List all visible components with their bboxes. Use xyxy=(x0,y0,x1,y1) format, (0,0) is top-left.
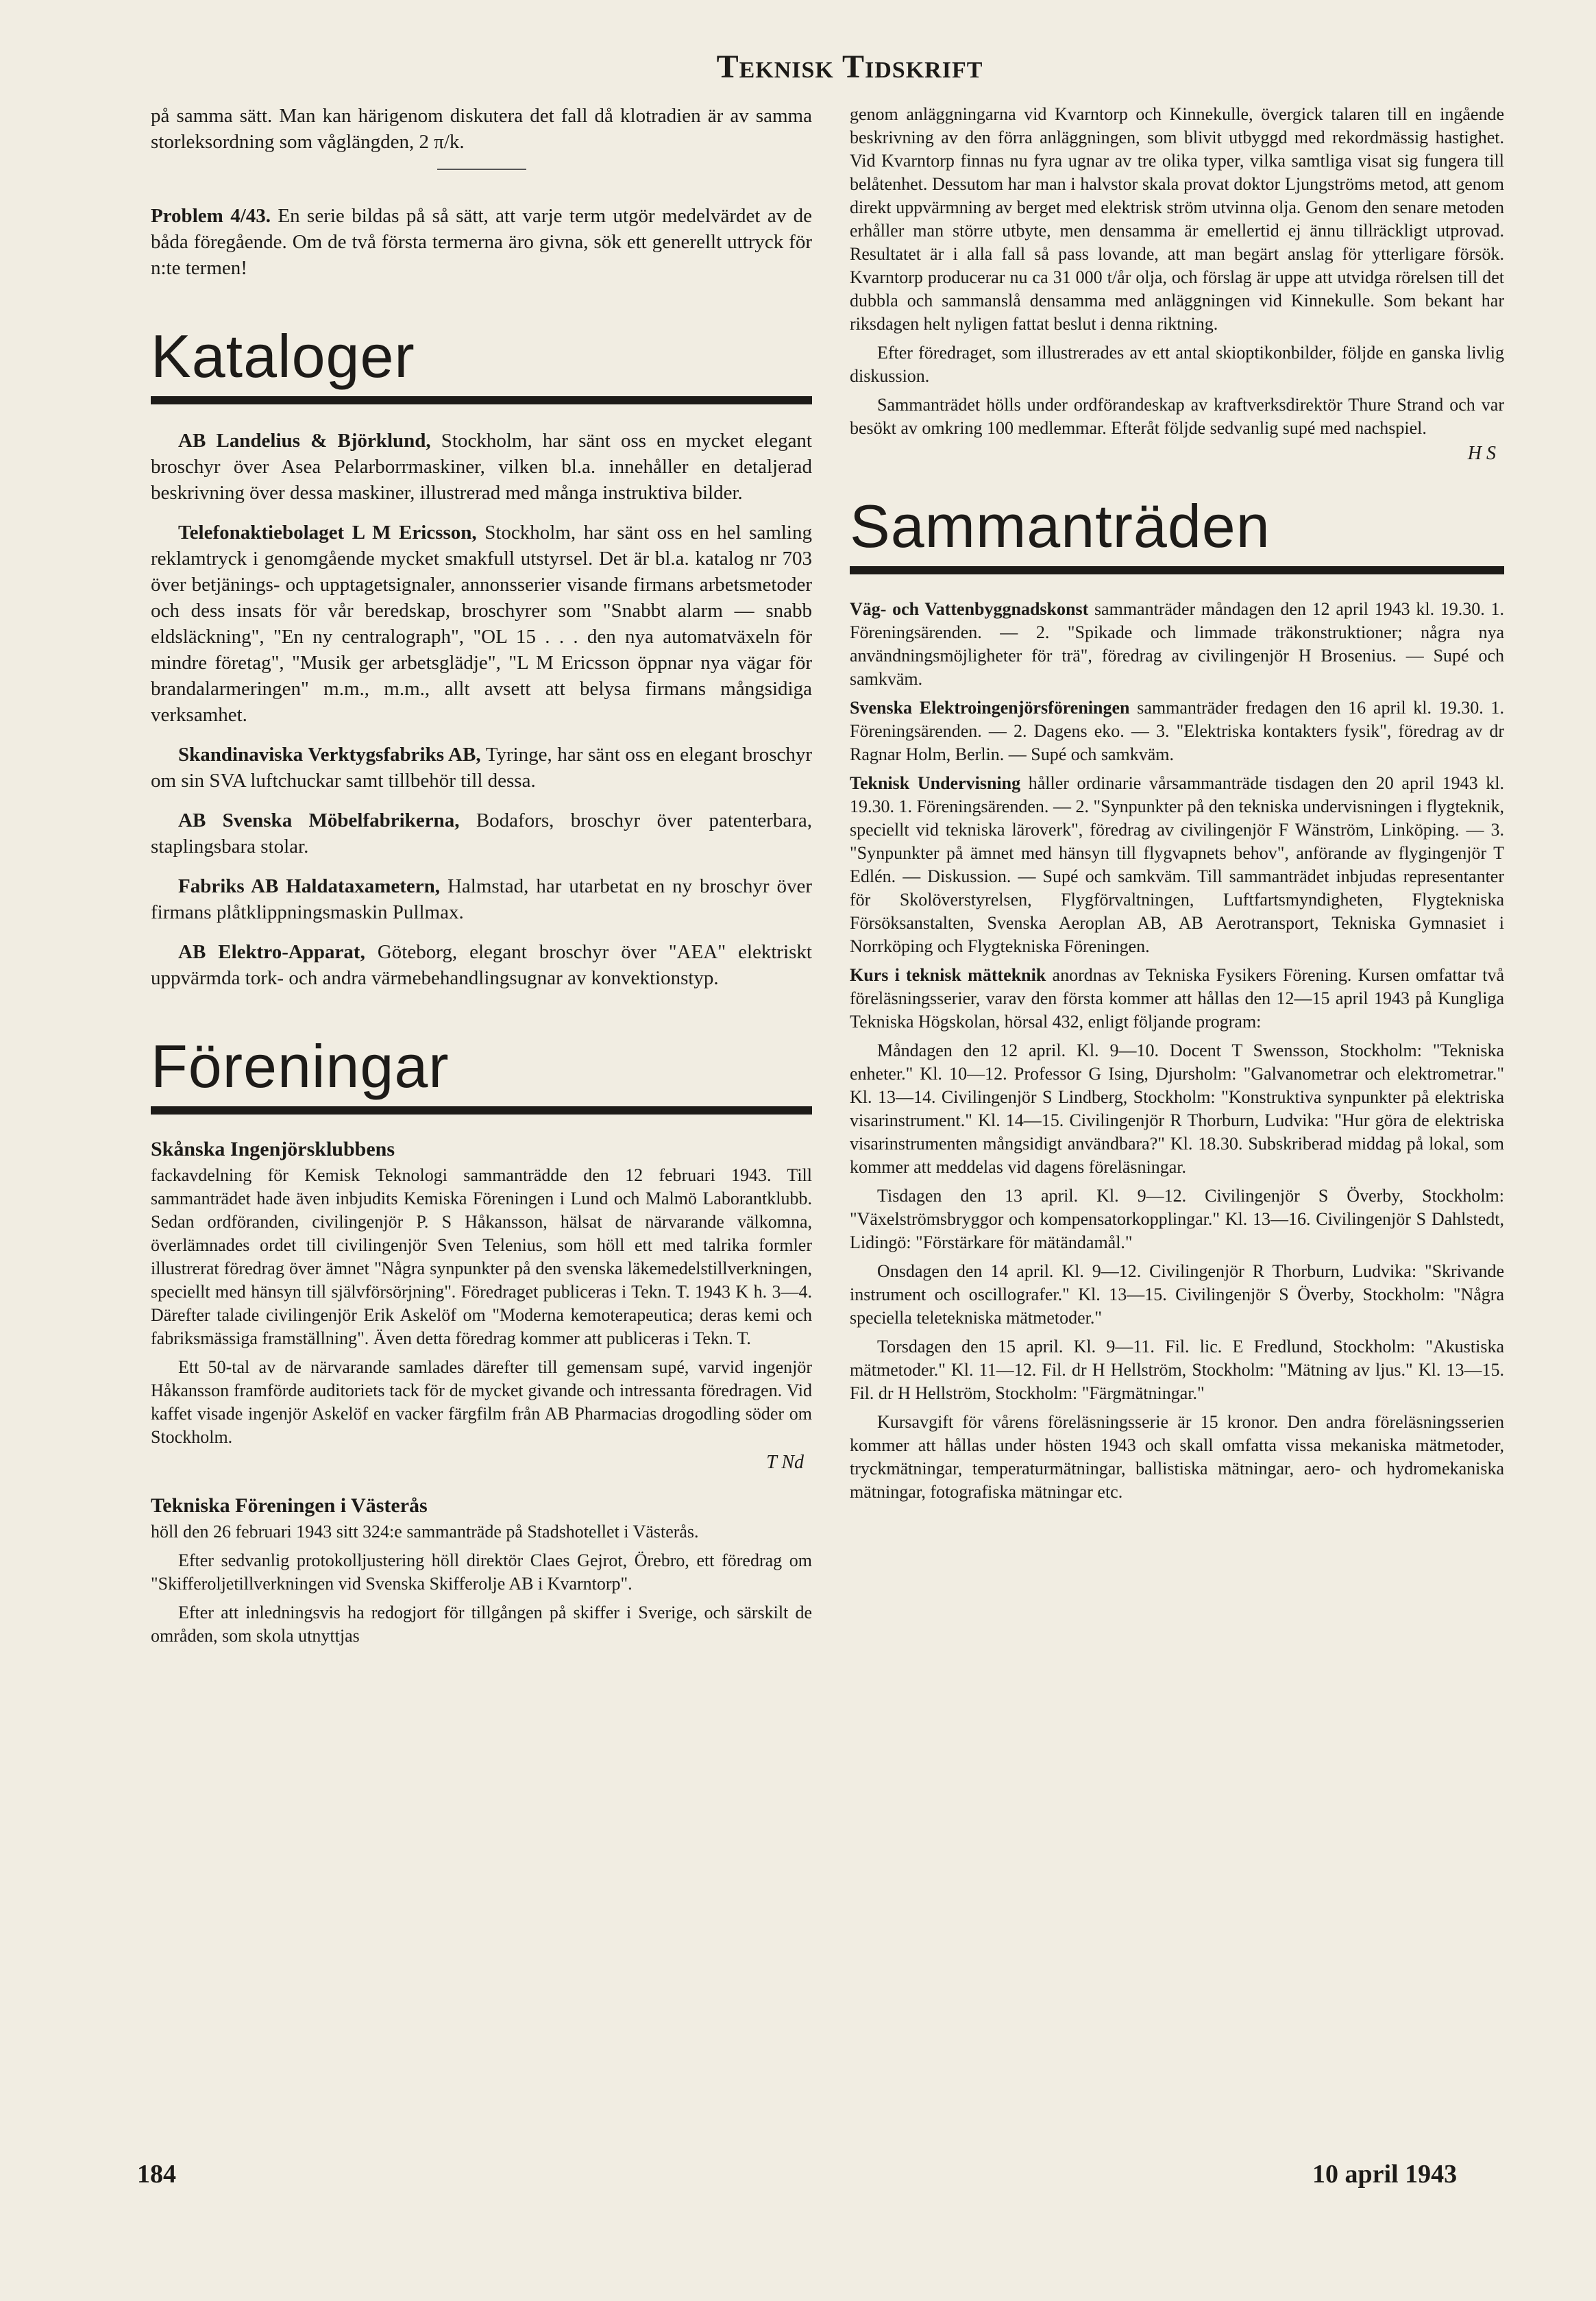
vasteras-title: Tekniska Föreningen i Västerås xyxy=(151,1494,428,1517)
catalog-text: Tyringe, har sänt oss en elegant broschyr om sin SVA luftchuckar samt tillbehör till dessa. xyxy=(151,744,813,792)
meeting-text: sammanträder fredagen den 16 april kl. 19.30. 1. Föreningsärenden. — 2. Dagens eko. — 3. "Elektriska kontakters fysik", föredrag av dr Ragnar Holm, Berlin. — Supé och samkväm. xyxy=(850,698,1504,764)
meeting-entry xyxy=(850,598,1504,691)
intro-paragraph: på samma sätt. Man kan härigenom diskutera det fall då klotradien är av samma storleksordning som våglängden, 2 π/k. xyxy=(151,105,812,153)
catalog-entry xyxy=(151,742,812,794)
vasteras-paragraph: Efter sedvanlig protokolljustering höll direktör Claes Gejrot, Örebro, ett föredrag om "Skifferoljetillverkningen vid Svenska Skifferolje AB i Kvarntorp". xyxy=(151,1550,812,1594)
problem-text: En serie bildas på så sätt, att varje term utgör medelvärdet av de båda föregående. Om de två första termerna äro givna, sök ett generellt uttryck för n:te termen! xyxy=(151,205,812,279)
program-day: Torsdagen den 15 april. Kl. 9—11. Fil. lic. E Fredlund, Stockholm: "Akustiska mätmetoder." Kl. 11—12. Fil. dr H Hellström, Stockholm: "Mätning av ljus." Kl. 13—15. Fil. dr H Hellström, Stockholm: "Färgmätningar." xyxy=(850,1337,1504,1403)
skanska-block xyxy=(151,1138,812,1648)
left-column xyxy=(151,103,812,1653)
section-rule xyxy=(151,396,812,404)
catalog-entry xyxy=(151,873,812,925)
continued-paragraph: Efter föredraget, som illustrerades av ett antal skioptikonbilder, följde en ganska livlig diskussion. xyxy=(850,343,1504,386)
page-number: 184 xyxy=(137,2160,176,2189)
meeting-text: sammanträder måndagen den 12 april 1943 kl. 19.30. 1. Föreningsärenden. — 2. "Spikade och limmade träkonstruktioner; några nya användningsmöjligheter för trä", föredrag av civilingenjör H Brosenius. — Supé och samkväm. xyxy=(850,599,1504,689)
meeting-text: håller ordinarie vårsammanträde tisdagen den 20 april 1943 kl. 19.30. 1. Föreningsärenden. — 2. "Synpunkter på den tekniska undervisningen i flygteknik, speciellt vid tekniska läroverk", föredrag av civilingenjör F Wänström, Linköping. — 3. "Synpunkter på ämnet med hänsyn till flygvapnets behov", anförande av flygingenjör T Edlén. — Diskussion. — Supé och samkväm. Till sammanträdet inbjudas representanter för Skolöverstyrelsen, Flygförvaltningen, Luftfartsmyndigheten, Flygtekniska Försöksanstalten, Svenska Aeroplan AB, AB Aerotransport, Tekniska Gymnasiet i Norrköping och Flygtekniska Föreningen. xyxy=(850,773,1504,956)
catalog-entry xyxy=(151,520,812,728)
catalog-entry xyxy=(151,939,812,991)
journal-masthead: Teknisk Tidskrift xyxy=(716,49,983,85)
program-day: Onsdagen den 14 april. Kl. 9—12. Civilingenjör R Thorburn, Ludvika: "Skrivande instrument och oscillografer." Kl. 13—15. Civilingenjör S Överby, Stockholm: "Några speciella teletekniska mätmetoder." xyxy=(850,1261,1504,1328)
problem-label: Problem 4/43. xyxy=(151,205,271,227)
short-divider xyxy=(437,169,526,170)
section-title-foreningar: Föreningar xyxy=(151,1032,450,1100)
right-column xyxy=(850,103,1504,1509)
meeting-society: Väg- och Vattenbyggnadskonst xyxy=(850,599,1089,619)
meeting-entry xyxy=(850,696,1504,766)
skanska-title: Skånska Ingenjörsklubbens xyxy=(151,1138,395,1160)
meeting-text: anordnas av Tekniska Fysikers Förening. Kursen omfattar två föreläsningsserier, varav den första kommer att hållas den 12—15 april 1943 på Kungliga Tekniska Högskolan, hörsal 432, enligt följande program: xyxy=(850,965,1505,1032)
catalog-text: Göteborg, elegant broschyr över "AEA" elektriskt uppvärmda tork- och andra värmebehandlingsugnar av konvektionstyp. xyxy=(151,941,812,989)
section-title-sammantraden: Sammanträden xyxy=(850,492,1270,560)
section-rule xyxy=(850,566,1504,574)
program-fee: Kursavgift för vårens föreläsningsserie är 15 kronor. Den andra föreläsningsserien kommer att hållas under hösten 1943 och skall omfatta vissa mekaniska mätmetoder, tryckmätningar, temperaturmätningar, ballistiska mätningar, aero- och hydromekaniska mätningar, fotografiska mätningar etc. xyxy=(850,1412,1504,1502)
catalog-company: Skandinaviska Verktygsfabriks AB, xyxy=(178,744,481,766)
section-rule xyxy=(151,1106,812,1115)
skanska-signature: T Nd xyxy=(766,1452,804,1473)
catalog-company: Telefonaktiebolaget L M Ericsson, xyxy=(178,522,477,544)
catalog-company: AB Svenska Möbelfabrikerna, xyxy=(178,809,460,831)
catalog-text: Stockholm, har sänt oss en hel samling reklamtryck i genomgående mycket smakfull utstyrsel. Det är bl.a. katalog nr 703 över betjänings- och upptagetsignaler, annonsserier visande firmans arbetsmetoder och dess insats för vår beredskap, broschyrer som "Snabbt alarm — snabb eldsläckning", "En ny centralograph", "OL 15 . . . den nya automatväxeln för mindre företag", "Musik ger arbetsglädje", "L M Ericsson öppnar nya vägar för brandalarmeringen" m.m., m.m., allt avsett att belysa firmans mångsidiga verksamhet. xyxy=(151,522,812,726)
program-day: Tisdagen den 13 april. Kl. 9—12. Civilingenjör S Överby, Stockholm: "Växelströmsbryggor och kompensatorkopplingar." Kl. 13—16. Civilingenjör S Dahlstedt, Lidingö: "Förstärkare för mätändamål." xyxy=(850,1186,1504,1252)
meeting-society: Svenska Elektroingenjörsföreningen xyxy=(850,698,1130,718)
catalog-company: AB Elektro-Apparat, xyxy=(178,941,365,963)
vasteras-paragraph: höll den 26 februari 1943 sitt 324:e sammanträde på Stadshotellet i Västerås. xyxy=(151,1522,699,1542)
meeting-entry xyxy=(850,772,1504,958)
continued-paragraph: genom anläggningarna vid Kvarntorp och Kinnekulle, övergick talaren till en ingående beskrivning av den förra anläggningen, som blivit utbyggd med rekordmässig hastighet. Vid Kvarntorp finnas nu fyra ugnar av tre olika typer, vilka samtliga visat sig fungera till belåtenhet. Dessutom har man i halvstor skala provat doktor Ljungströms metod, att genom direkt uppvärmning av berget med elektrisk ström utvinna olja. Genom den senare metoden erhåller man större utbyte, men densamma är emellertid ej ännu tillräckligt utprovad. Resultatet är i alla fall så pass lovande, att man begärt anslag för ytterligare försök. Kvarntorp producerar nu ca 31 000 t/år olja, och förslag är uppe att utvidga rörelsen till det dubbla och sammanslå densamma med anläggningen vid Kinnekulle. Som bekant har riksdagen helt nyligen fattat beslut i denna riktning. xyxy=(850,104,1504,334)
problem-paragraph xyxy=(151,203,812,281)
catalog-entry xyxy=(151,428,812,506)
program-day: Måndagen den 12 april. Kl. 9—10. Docent T Swensson, Stockholm: "Tekniska enheter." Kl. 10—12. Professor G Ising, Djursholm: "Galvanometrar och elektrometrar." Kl. 13—14. Civilingenjör S Lindberg, Stockholm: "Konstruktiva synpunkter på elektriska visarinstrument." Kl. 14—15. Civilingenjör R Thorburn, Ludvika: "Hur göra de elektriska visarinstrumenten mångsidigt användbara?" Kl. 18.30. Subskriberad middag på lokal, som kommer att meddelas vid dagens föreläsningar. xyxy=(850,1040,1504,1177)
skanska-paragraph: fackavdelning för Kemisk Teknologi sammanträdde den 12 februari 1943. Till sammanträdet hade även inbjudits Kemiska Föreningen i Lund och Malmö Laborantklubb. Sedan ordföranden, civilingenjör P. S Håkansson, hälsat de närvarande välkomna, överlämnades ordet till civilingenjör Sven Telenius, som höll ett med talrika formler illustrerat föredrag över ämnet "Några synpunkter på den svenska läkemedelstillverkningen, speciellt med hänsyn till självförsörjning". Föredraget publiceras i Tekn. T. 1943 K h. 3—4. Därefter talade civilingenjör Erik Askelöf om "Moderna kemoterapeutica; deras kemi och fabriksmässiga framställning". Även detta föredrag kommer att publiceras i Tekn. T. xyxy=(151,1165,812,1348)
catalog-text: Stockholm, har sänt oss en mycket elegant broschyr över Asea Pelarborrmaskiner, vilken bl.a. innehåller en detaljerad beskrivning över dessa maskiner, illustrerad med många instruktiva bilder. xyxy=(151,430,812,504)
continued-paragraph: Sammanträdet hölls under ordförandeskap av kraftverksdirektör Thure Strand och var besökt av omkring 100 medlemmar. Efteråt följde sedvanlig supé med nachspiel. xyxy=(850,395,1504,438)
vasteras-paragraph: Efter att inledningsvis ha redogjort för tillgången på skiffer i Sverige, och särskilt de områden, som skola utnyttjas xyxy=(151,1603,812,1646)
meeting-entry xyxy=(850,964,1504,1034)
catalog-text: Halmstad, har utarbetat en ny broschyr över firmans plåtklippningsmaskin Pullmax. xyxy=(151,875,812,923)
section-title-kataloger: Kataloger xyxy=(151,322,415,390)
issue-date: 10 april 1943 xyxy=(1312,2160,1458,2189)
catalog-entry xyxy=(151,807,812,860)
meeting-society: Teknisk Undervisning xyxy=(850,773,1021,793)
catalog-company: Fabriks AB Haldataxametern, xyxy=(178,875,441,897)
catalog-text: Bodafors, broschyr över patenterbara, staplingsbara stolar. xyxy=(151,809,812,857)
continued-signature: H S xyxy=(1467,443,1496,464)
meeting-society: Kurs i teknisk mätteknik xyxy=(850,965,1046,985)
skanska-paragraph: Ett 50-tal av de närvarande samlades därefter till gemensam supé, varvid ingenjör Håkansson framförde auditoriets tack för de mycket givande och intressanta föredragen. Vid kaffet visade ingenjör Askelöf en vacker färgfilm från AB Pharmacias drogodling söder om Stockholm. xyxy=(151,1357,812,1447)
catalog-company: AB Landelius & Björklund, xyxy=(178,430,431,452)
